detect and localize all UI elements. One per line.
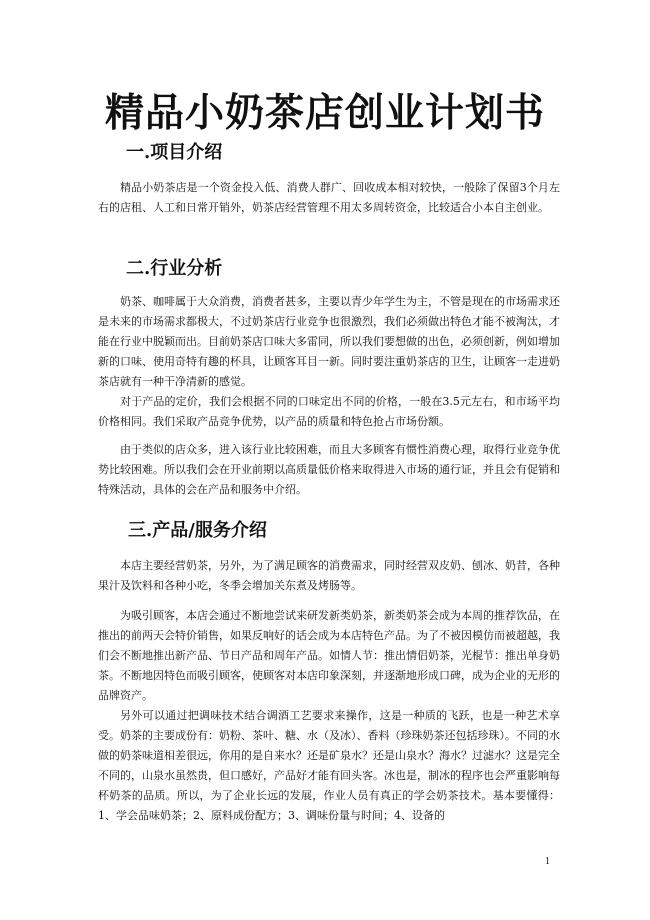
paragraph: 本店主要经营奶茶，另外，为了满足顾客的消费需求，同时经营双皮奶、刨冰、奶昔，各种果汁及饮料和各种小吃，冬季会增加关东煮及烤肠等。 — [98, 559, 560, 592]
paragraph: 对于产品的定价，我们会根据不同的口味定出不同的价格，一般在3.5元左右，和市场平均价格相同。我们采取产品竞争优势，以产品的质量和特色抢占市场份额。 — [98, 395, 560, 428]
section-heading-project-intro: 一.项目介绍 — [126, 142, 223, 163]
document-title: 精品小奶茶店创业计划书 — [104, 90, 545, 136]
paragraph: 精品小奶茶店是一个资金投入低、消费人群广、回收成本相对较快，一般除了保留3个月左右的店租、人工和日常开销外，奶茶店经营管理不用太多周转资金，比较适合小本自主创业。 — [98, 181, 560, 214]
section-heading-industry-analysis: 二.行业分析 — [126, 258, 223, 279]
page-number: 1 — [545, 856, 550, 867]
paragraph: 另外可以通过把调味技术结合调酒工艺要求来操作，这是一种质的飞跃，也是一种艺术享受。奶茶的主要成份有：奶粉、茶叶、糖、水（及冰）、香料（珍珠奶茶还包括珍珠）。不同的水做的奶茶味道相差很远，你用的是自来水？还是矿泉水？还是山泉水？海水？过滤水？这是完全不同的，山泉水虽然贵，但口感好，产品好才能有回头客。冰也是，制冰的程序也会严重影响每杯奶茶的品质。所以，为了企业长远的发展，作业人员有真正的学会奶茶技术。基本要懂得：1、学会品味奶茶；2、原料成份配方；3、调味份量与时间；4、设备的 — [98, 709, 560, 822]
paragraph: 奶茶、咖啡属于大众消费，消费者甚多，主要以青少年学生为主，不管是现在的市场需求还是未来的市场需求都极大，不过奶茶店行业竞争也很激烈，我们必须做出特色才能不被淘汰，才能在行业中脱颖而出。目前奶茶店口味大多雷同，所以我们要想做的出色，必须创新，例如增加新的口味、使用奇特有趣的杯具，让顾客耳目一新。同时要注重奶茶店的卫生，让顾客一走进奶茶店就有一种干净清新的感觉。 — [98, 295, 560, 388]
paragraph: 为吸引顾客，本店会通过不断地尝试来研发新类奶茶，新类奶茶会成为本周的推荐饮品，在推出的前两天会特价销售，如果反响好的话会成为本店特色产品。为了不被因模仿而被超越，我们会不断地推出新产品、节日产品和周年产品。如情人节：推出情侣奶茶，光棍节：推出单身奶茶。不断地因特色而吸引顾客，使顾客对本店印象深刻，并逐渐地形成口碑，成为企业的无形的品牌资产。 — [98, 609, 560, 702]
paragraph: 由于类似的店众多，进入该行业比较困难，而且大多顾客有惯性消费心理，取得行业竞争优势比较困难。所以我们会在开业前期以高质量低价格来取得进入市场的通行证，并且会有促销和特殊活动，具体的会在产品和服务中介绍。 — [98, 443, 560, 496]
section-heading-products-services: 三.产品/服务介绍 — [128, 520, 267, 541]
